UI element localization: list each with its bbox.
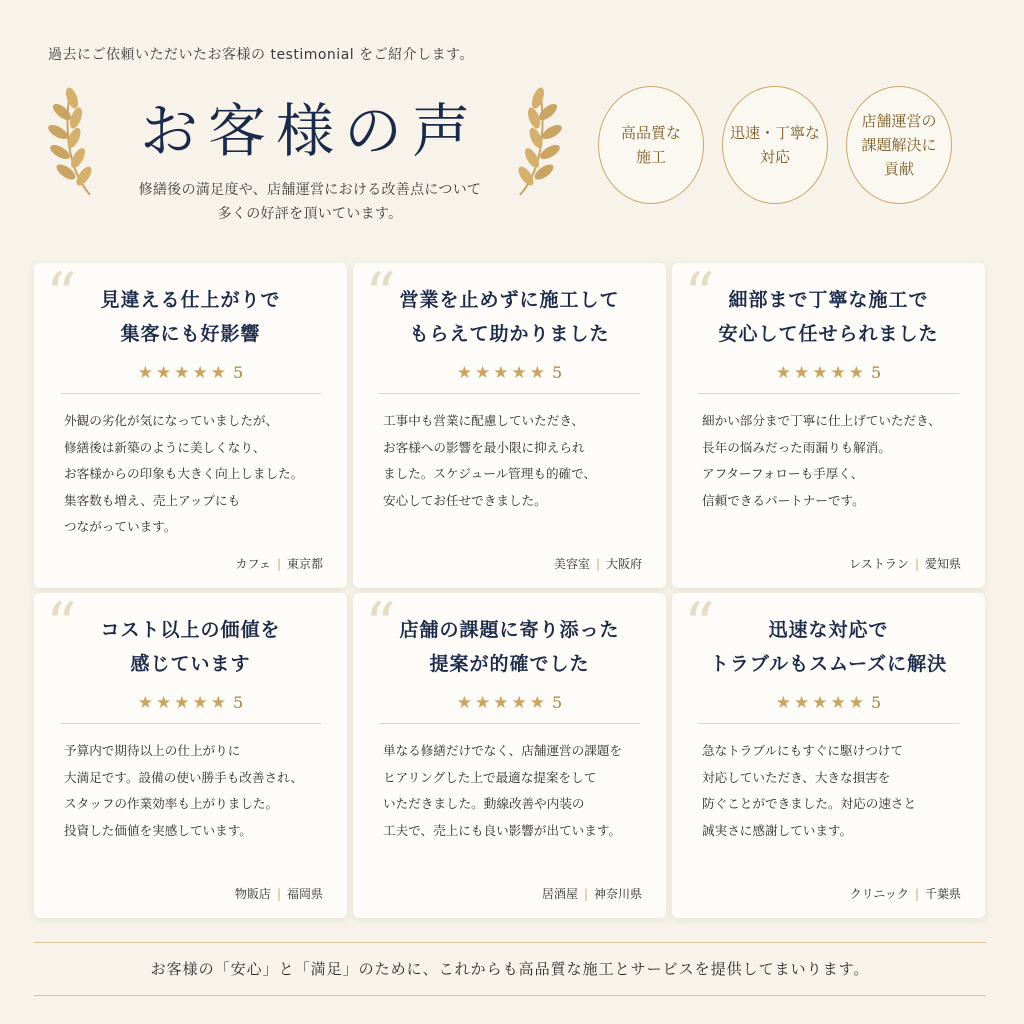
badge-quality: 高品質な 施工 — [598, 86, 704, 204]
stars-icon: ★★★★★ — [456, 363, 548, 383]
divider — [698, 723, 959, 724]
testimonial-meta: クリニック | 千葉県 — [849, 887, 961, 901]
rating-value: 5 — [552, 693, 563, 712]
quote-icon: “ — [46, 260, 77, 330]
business-location: 神奈川県 — [593, 887, 642, 901]
business-location: 東京都 — [286, 557, 323, 571]
page-title: お客様の声 — [139, 97, 480, 165]
rating-value: 5 — [871, 363, 882, 382]
subtitle-line-1: 修繕後の満足度や、店舗運営における改善点について — [138, 182, 482, 198]
testimonial-card — [672, 590, 985, 918]
footer-divider-bottom — [34, 995, 986, 996]
footer-message: お客様の「安心」と「満足」のために、これからも高品質な施工とサービスを提供してまいります。 — [150, 960, 870, 978]
testimonial-title: 店舗の課題に寄り添った 提案が的確でした — [399, 619, 620, 675]
stars-icon: ★★★★★ — [137, 363, 229, 383]
quote-icon: “ — [365, 260, 396, 330]
star-rating — [60, 363, 321, 383]
quote-icon: “ — [365, 590, 396, 660]
testimonial-body: 単なる修繕だけでなく、店舗運営の課題を ヒアリングした上で最適な提案をして いただきました。動線改善や内装の 工夫で、売上にも良い影響が出ています。 — [383, 743, 623, 838]
testimonial-title: 細部まで丁寧な施工で 安心して任せられました — [718, 289, 939, 345]
intro-text: 過去にご依頼いただいたお客様の testimonial をご紹介します。 — [48, 47, 474, 63]
stars-icon: ★★★★★ — [775, 363, 867, 383]
stars-icon: ★★★★★ — [137, 693, 229, 713]
star-rating — [698, 693, 959, 713]
testimonial-body: 外観の劣化が気になっていましたが、 修繕後は新築のように美しくなり、 お客様からの印象も大きく向上しました。 集客数も増え、売上アップにも つながっています。 — [64, 413, 304, 534]
divider — [60, 393, 321, 394]
testimonial-card — [34, 590, 347, 918]
business-location: 千葉県 — [924, 887, 961, 901]
testimonial-grid — [34, 260, 986, 918]
rating-value: 5 — [871, 693, 882, 712]
business-location: 愛知県 — [924, 557, 961, 571]
testimonial-meta: 居酒屋 | 神奈川県 — [541, 887, 642, 901]
testimonial-body: 急なトラブルにもすぐに駆けつけて 対応していただき、大きな損害を 防ぐことができました。対応の速さと 誠実さに感謝しています。 — [702, 743, 917, 838]
divider — [379, 723, 640, 724]
testimonial-meta: 美容室 | 大阪府 — [553, 557, 642, 571]
business-category: 美容室 — [553, 557, 590, 571]
divider — [698, 393, 959, 394]
rating-value: 5 — [233, 363, 244, 382]
testimonial-title: コスト以上の価値を 感じています — [100, 619, 281, 675]
testimonial-card — [672, 260, 985, 588]
stars-icon: ★★★★★ — [456, 693, 548, 713]
footer-divider-top — [34, 942, 986, 943]
badge-solution: 店舗運営の 課題解決に 貢献 — [846, 86, 952, 204]
testimonial-meta: カフェ | 東京都 — [235, 557, 323, 571]
divider — [379, 393, 640, 394]
badge-speed: 迅速・丁寧な 対応 — [722, 86, 828, 204]
testimonial-card — [353, 260, 666, 588]
page-subtitle — [100, 178, 520, 226]
star-rating — [379, 693, 640, 713]
testimonial-title: 見違える仕上がりで 集客にも好影響 — [100, 289, 281, 345]
divider — [60, 723, 321, 724]
testimonial-meta: 物販店 | 福岡県 — [234, 887, 323, 901]
quote-icon: “ — [46, 590, 77, 660]
testimonial-body: 工事中も営業に配慮していただき、 お客様への影響を最小限に抑えられ ました。スケジュール管理も的確で、 安心してお任せできました。 — [383, 413, 597, 508]
business-category: レストラン — [849, 557, 909, 571]
testimonial-card — [353, 590, 666, 918]
testimonial-body: 細かい部分まで丁寧に仕上げていただき、 長年の悩みだった雨漏りも解消。 アフターフォローも手厚く、 信頼できるパートナーです。 — [702, 413, 941, 508]
business-category: カフェ — [235, 557, 271, 571]
business-category: 物販店 — [234, 887, 271, 901]
business-location: 福岡県 — [286, 887, 323, 901]
testimonial-card — [34, 260, 347, 588]
business-category: 居酒屋 — [541, 887, 578, 901]
rating-value: 5 — [552, 363, 563, 382]
subtitle-line-2: 多くの好評を頂いています。 — [217, 206, 403, 222]
testimonial-title: 営業を止めずに施工して もらえて助かりました — [399, 289, 620, 345]
star-rating — [379, 363, 640, 383]
star-rating — [698, 363, 959, 383]
testimonial-body: 予算内で期待以上の仕上がりに 大満足です。設備の使い勝手も改善され、 スタッフの作業効率も上がりました。 投資した価値を実感しています。 — [64, 743, 304, 838]
feature-badges — [598, 86, 952, 204]
testimonial-meta: レストラン | 愛知県 — [849, 557, 961, 571]
stars-icon: ★★★★★ — [775, 693, 867, 713]
star-rating — [60, 693, 321, 713]
rating-value: 5 — [233, 693, 244, 712]
testimonial-title: 迅速な対応で トラブルもスムーズに解決 — [709, 619, 948, 675]
quote-icon: “ — [684, 590, 715, 660]
quote-icon: “ — [684, 260, 715, 330]
business-location: 大阪府 — [605, 557, 642, 571]
business-category: クリニック — [849, 887, 909, 901]
